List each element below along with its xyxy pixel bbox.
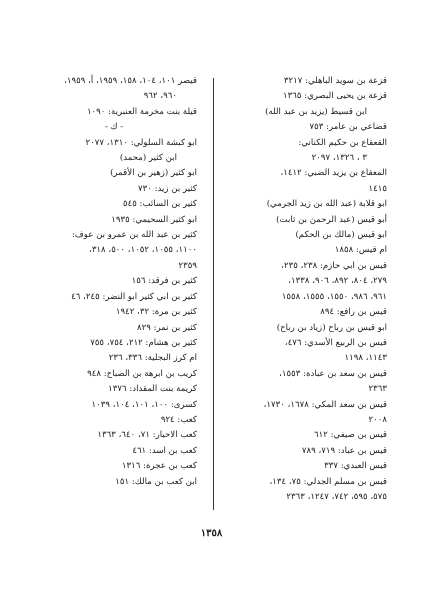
index-entry: ٥٧٥، ٥٩٥، ٧٤٢، ١٢٤٧، ٢٣٦٣ [286,491,387,502]
index-column-right [217,74,387,505]
index-entry: ام كرز البجلية: ٣٣٦، ٢٣٦ [108,353,197,364]
index-entry: قيس العبدي: ٣٣٧ [324,461,387,472]
index-entry: كثير بن ابي كثير ابو النضر: ٢٤٥، ٤٦ [71,291,197,302]
index-entry: ٣ ، ١٣٢٦، ٢٠٩٧ [311,153,367,164]
index-entry: كثير بن السائب: ٥٤٥ [122,199,197,210]
index-entry: قزعة بن سويد الباهلي: ٣٢١٧ [283,76,387,86]
index-entry: قيصر ١٠١، ١٠٤، ١٥٨، ١٩٥٩، أ، ١٩٥٩، [64,76,197,86]
index-entry: ابو قلابة (عبد الله بن زيد الجرمي) [266,199,387,210]
index-entry: كثير بن هشام: ٢١٢، ٧٥٤، ٧٥٥ [90,337,197,348]
index-entry: ام قيس: ١٨٥٨ [334,245,387,256]
index-entry: ٩٦١، ٩٨٦، ١٥٥٠، ١٥٥٥، ١٥٥٨ [281,291,387,302]
index-entry: المعقاع بن يزيد الضبي: ١٤١٢، [280,168,387,179]
index-entry: قيس بن عباد: ٧١٩، ٧٨٩ [301,445,387,456]
index-entry: كريمة بنت المقداد: ١٣٧٦ [108,384,197,395]
index-entry: ١٤١٥ [368,183,387,194]
index-entry: ٢٣٥٩ [178,260,197,271]
index-entry: قضاعي بن عامر: ٧٥٣ [309,122,387,133]
index-entry: ابو قيس بن رباح (زياد بن رباح) [276,322,387,333]
index-entry: ابو كبشة السلولي: ١٣١٠، ٢٠٧٧ [85,137,197,148]
index-entry: كثير بن مرة: ٣٢، ١٩٤٢ [115,307,197,318]
section-letter-heading: - ك - [104,122,124,133]
index-entry: ابو كثير (زهير بن الأقمر) [110,168,197,179]
index-entry: ٢٠٠٨ [368,414,387,425]
index-entry: قيس بن الربيع الأسدي: ٤٧٦، [284,337,387,348]
index-entry: قيلة بنت مخرمة العنبرية: ١٠٩٠ [86,106,197,117]
index-entry: قيس بن سعد المكي: ١٦٧٨، ١٧٣٠، [263,399,387,410]
index-entry: ابو قيس (مالك بن الحكم) [295,230,387,241]
index-entry: كسرى: ١٠٠، ١٠١، ١٠٤، ١٠٣٩ [91,399,197,410]
index-entry: أبو قيس (عبد الرحمن بن ثابت) [276,214,387,225]
page-number: ١٣٥٨ [200,528,223,539]
index-entry: قزعة بن يحيى البصري: ١٣٦٥ [282,91,387,102]
index-entry: كعب: ٩٢٤ [160,414,197,425]
index-entry: كعب الاحبار: ٧١، ٦٤٠، ١٣٦٣ [97,430,197,441]
column-divider [213,78,214,510]
index-entry: ١١٠٠، ١٠٥٥، ١٠٥٢، ٥٠٠، ٣١٨، [89,245,197,256]
index-entry: كعب بن عجرة: ١٣١٦ [121,461,197,472]
index-entry: ٩٦٠، ٩٦٢ [143,91,177,102]
index-entry: كعب بن اسد: ٤٦١ [132,445,197,456]
index-entry: ابو كثير السحيمي: ١٩٣٥ [111,214,197,225]
index-entry: ٢٣٦٣ [368,384,387,395]
index-entry: كريب بن ابرهة بن الصباح: ٩٤٨ [87,368,197,379]
index-entry: قيس بن مسلم الجدلي: ٧٥، ١٣٤، [269,476,387,487]
index-entry: ١١٤٣، ١١٩٨ [344,353,387,364]
index-entry: كثير بن عبد الله بن عمرو بن عوف: [72,230,197,241]
index-entry: قيس بن صيفي: ٦١٢ [314,430,387,441]
index-entry: كثير بن فرقد: ١٥٦ [131,276,197,287]
index-column-left [31,74,197,490]
index-entry: ابن قسيط (يزيد بن عبد الله) [265,106,367,117]
index-entry: كثير بن نمر: ٨٢٩ [136,322,197,333]
index-entry: ٢٧٩، ٨٠٤، ٨٩٢، ٩٠٦، ١٣٣٨، [288,276,387,287]
index-entry: قيس بن سعد بن عبادة: ١٥٥٣، [279,368,387,379]
index-entry: ابن كثير (محمد) [119,153,177,164]
index-entry: ابن كعب بن مالك: ١٥١ [115,476,197,487]
index-entry: القعقاع بن حكيم الكناني: [298,137,387,148]
index-entry: كثير بن زيد: ٧٣٠ [138,183,197,194]
index-entry: قيس بن رافع: ٨٩٤ [320,307,387,318]
index-entry: قيس بن ابي حازم: ٢٣٨، ٢٣٥، [281,260,387,271]
